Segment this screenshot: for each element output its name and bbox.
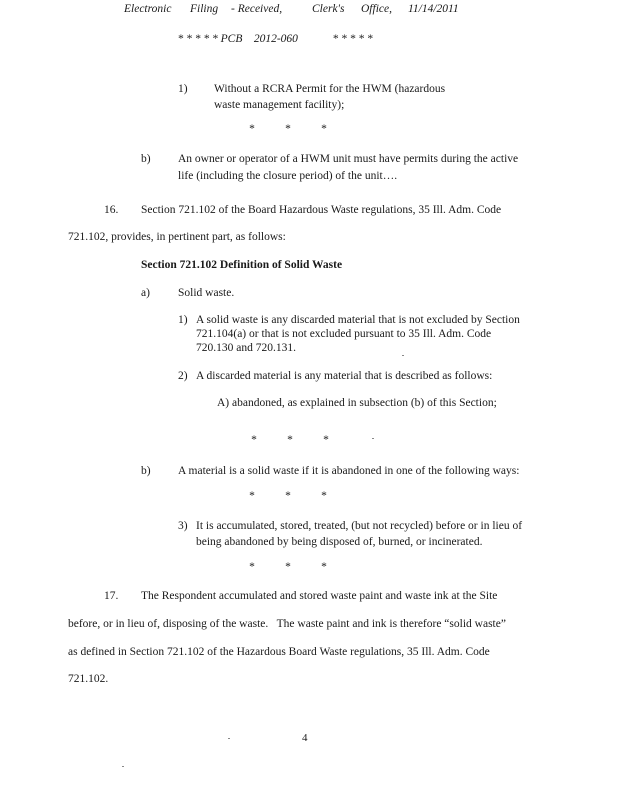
paragraph-number: 16. [104, 204, 119, 216]
paragraph-text: before, or in lieu of, disposing of the waste. The waste paint and ink is therefore “solid waste” [68, 618, 506, 630]
paragraph-text: The Respondent accumulated and stored waste paint and waste ink at the Site [141, 590, 498, 602]
scan-speck [372, 438, 374, 439]
ellipsis-stars: * * * [251, 434, 329, 446]
item-text: Solid waste. [178, 287, 235, 299]
subitem-text: 720.130 and 720.131. [196, 342, 296, 354]
subitem-text: A discarded material is any material that is described as follows: [196, 370, 493, 382]
scan-speck [402, 355, 404, 356]
subitem-text: A solid waste is any discarded material that is not excluded by Section [196, 314, 520, 326]
filing-header-word: Office, [361, 3, 392, 15]
section-heading: Section 721.102 Definition of Solid Waste [141, 259, 343, 271]
header-word: Electronic [124, 3, 172, 15]
paragraph-text: as defined in Section 721.102 of the Hazardous Board Waste regulations, 35 Ill. Adm. Code [68, 646, 490, 658]
subitem-text: It is accumulated, stored, treated, (but not recycled) before or in lieu of [196, 520, 523, 532]
subitem-text: being abandoned by being disposed of, burned, or incinerated. [196, 536, 483, 548]
subsubitem-text: A) abandoned, as explained in subsection (b) of this Section; [217, 397, 497, 409]
item-text: Without a RCRA Permit for the HWM (hazardous [214, 83, 446, 95]
filing-header [124, 2, 171, 16]
item-text: life (including the closure period) of the unit…. [178, 170, 398, 182]
filing-header-word: Clerk's [312, 3, 345, 15]
item-number: b) [141, 465, 151, 477]
paragraph-number: 17. [104, 590, 119, 602]
subitem-number: 3) [178, 520, 188, 532]
item-text: waste management facility); [214, 99, 345, 111]
filing-header-case: * * * * * PCB 2012-060 * * * * * [177, 33, 373, 45]
scan-speck [122, 766, 124, 767]
ellipsis-stars: * * * [249, 490, 327, 502]
item-text: A material is a solid waste if it is abandoned in one of the following ways: [178, 465, 520, 477]
paragraph-text: 721.102, provides, in pertinent part, as follows: [68, 231, 286, 243]
ellipsis-stars: * * * [249, 123, 327, 135]
paragraph-text: Section 721.102 of the Board Hazardous Waste regulations, 35 Ill. Adm. Code [141, 204, 502, 216]
subitem-number: 2) [178, 370, 188, 382]
item-text: An owner or operator of a HWM unit must have permits during the active [178, 153, 519, 165]
page-number: 4 [302, 732, 308, 744]
ellipsis-stars: * * * [249, 561, 327, 573]
scan-speck [228, 738, 230, 739]
subitem-number: 1) [178, 314, 188, 326]
item-number: a) [141, 287, 150, 299]
filing-header-date: 11/14/2011 [408, 3, 459, 15]
filing-header-word: Filing [190, 3, 219, 15]
item-number: b) [141, 153, 151, 165]
item-number: 1) [178, 83, 188, 95]
paragraph-text: 721.102. [68, 673, 109, 685]
subitem-text: 721.104(a) or that is not excluded pursuant to 35 Ill. Adm. Code [196, 328, 492, 340]
filing-header-word: - Received, [231, 3, 283, 15]
